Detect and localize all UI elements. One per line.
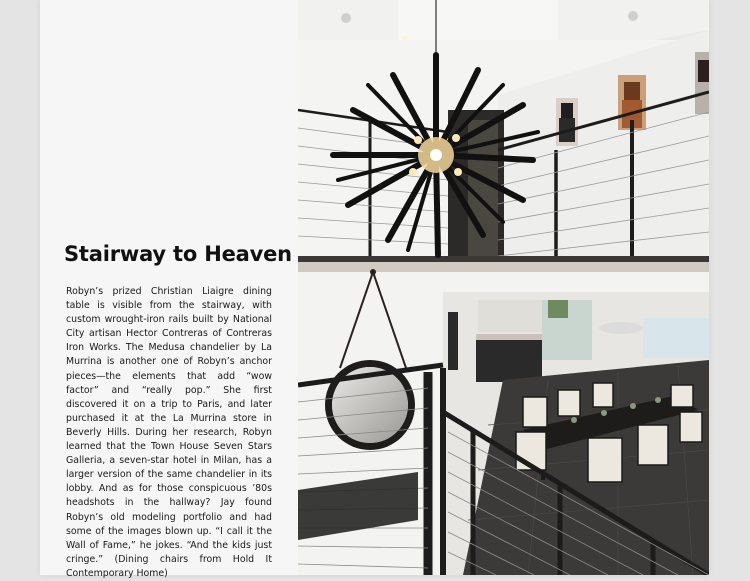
article-body: Robyn’s prized Christian Liaigre dining table is visible from the stairway, with custom wrought-iron rails built by National City artisan Hector Contreras of Contreras Iron Works. The Medusa chandelier by La Murrina is another one of Robyn’s anchor pieces—the elements that add “wow factor” and “really pop.” She first discovered it on a trip to Paris, and later purchased it at the La Murrina store in Beverly Hills. During her research, Robyn learned that the Town House Seven Stars Galleria, a seven-star hotel in Milan, has a larger version of the same chandelier in its lobby. And as for those conspicuous ’80s headshots in the hallway? Jay found Robyn’s old modeling portfolio and had some of the images blown up. “I call it the Wall of Fame,” he jokes. “And the kids just cringe.” (Dining chairs from Hold It Contemporary Home) xyxy=(66,286,272,579)
article-title: Stairway to Heaven xyxy=(64,242,292,266)
interior-photo xyxy=(298,0,709,575)
smoke-detector-icon xyxy=(341,13,351,23)
recessed-light xyxy=(403,36,408,41)
dining-chandelier xyxy=(599,322,643,334)
ceiling-recess xyxy=(398,0,558,40)
kitchen-cabinet xyxy=(476,340,542,382)
art-frame xyxy=(448,312,458,370)
smoke-detector-icon xyxy=(628,11,638,21)
